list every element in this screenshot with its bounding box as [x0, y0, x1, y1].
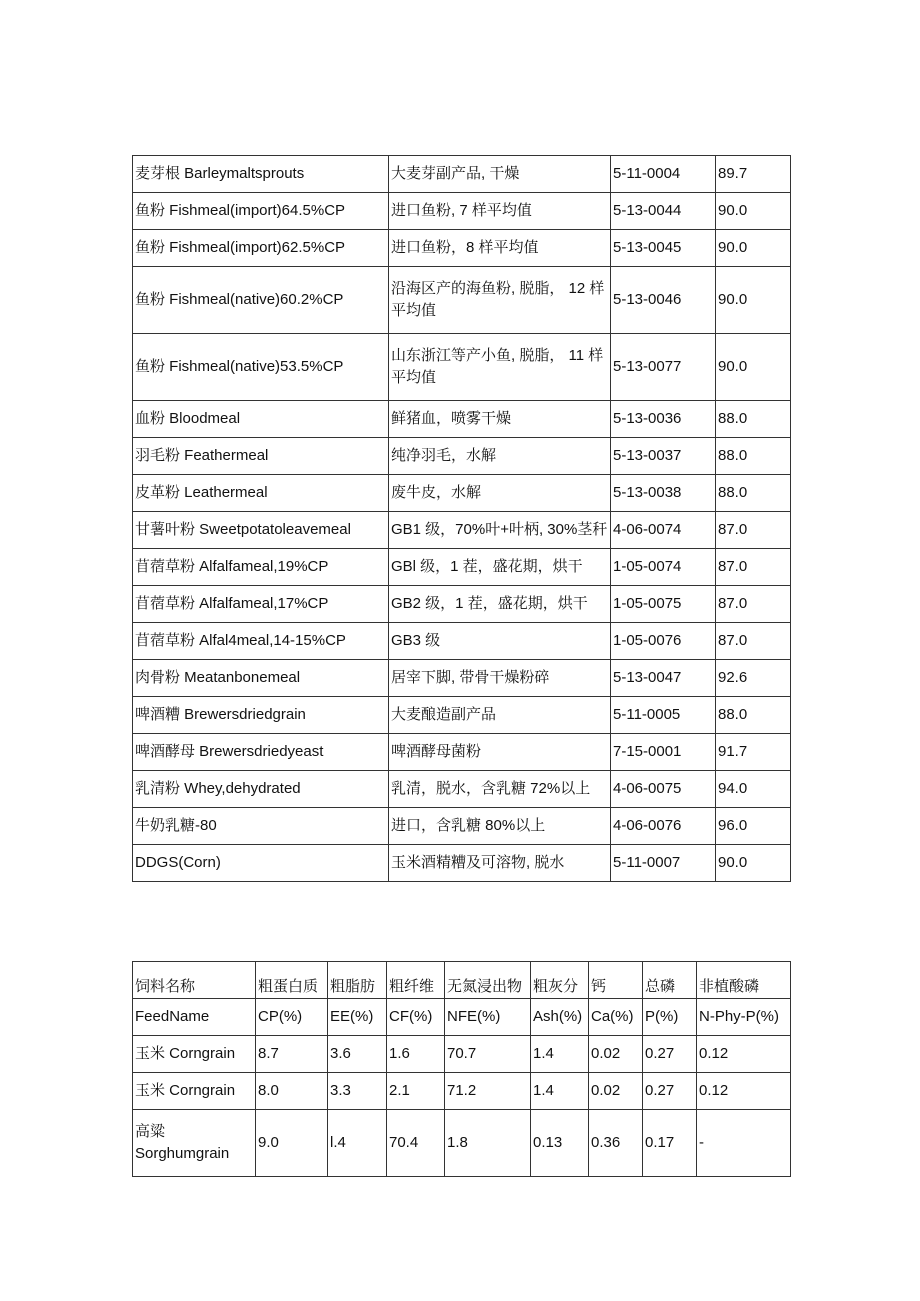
feed-name-cell: 啤酒酵母 Brewersdriedyeast: [133, 734, 389, 771]
description-cell: 鲜猪血，喷雾干燥: [389, 401, 611, 438]
feed-code-cell: 5-13-0044: [611, 193, 716, 230]
description-cell: GB2 级，1 茬，盛花期，烘干: [389, 586, 611, 623]
dry-matter-cell: 90.0: [716, 334, 791, 401]
description-cell: GB1 级，70%叶+叶柄, 30%茎秆: [389, 512, 611, 549]
feed-name-cell: 啤酒糟 Brewersdriedgrain: [133, 697, 389, 734]
table-row: [133, 1073, 791, 1110]
dry-matter-cell: 88.0: [716, 438, 791, 475]
description-cell: 山东浙江等产小鱼, 脱脂， 11 样平均值: [389, 334, 611, 401]
value-cell: 0.27: [643, 1073, 697, 1110]
table-row: [133, 697, 791, 734]
table-row: [133, 475, 791, 512]
value-cell: l.4: [328, 1110, 387, 1177]
feed-name-cell: 苜蓿草粉 Alfalfameal,19%CP: [133, 549, 389, 586]
value-cell: 3.3: [328, 1073, 387, 1110]
description-cell: 进口鱼粉, 7 样平均值: [389, 193, 611, 230]
header-cell: Ca(%): [589, 999, 643, 1036]
description-cell: 啤酒酵母菌粉: [389, 734, 611, 771]
header-cell: 无氮浸出物: [445, 962, 531, 999]
header-cell: 总磷: [643, 962, 697, 999]
dry-matter-cell: 90.0: [716, 193, 791, 230]
dry-matter-cell: 90.0: [716, 845, 791, 882]
feed-code-cell: 4-06-0076: [611, 808, 716, 845]
value-cell: 70.7: [445, 1036, 531, 1073]
table-row: [133, 156, 791, 193]
value-cell: 0.27: [643, 1036, 697, 1073]
header-cell: CP(%): [256, 999, 328, 1036]
header-cell: NFE(%): [445, 999, 531, 1036]
value-cell: 9.0: [256, 1110, 328, 1177]
feed-code-cell: 5-13-0046: [611, 267, 716, 334]
table-row: [133, 512, 791, 549]
table-row: [133, 623, 791, 660]
table-row: [133, 438, 791, 475]
header-cell: FeedName: [133, 999, 256, 1036]
feed-description-table: [132, 155, 791, 882]
feed-nutrient-table: [132, 961, 791, 1177]
dry-matter-cell: 91.7: [716, 734, 791, 771]
table-row: [133, 401, 791, 438]
table-row: [133, 230, 791, 267]
feed-code-cell: 4-06-0074: [611, 512, 716, 549]
value-cell: 2.1: [387, 1073, 445, 1110]
header-cell: 粗纤维: [387, 962, 445, 999]
table-row: [133, 734, 791, 771]
feed-code-cell: 7-15-0001: [611, 734, 716, 771]
dry-matter-cell: 87.0: [716, 512, 791, 549]
feed-name-cell: 麦芽根 Barleymaltsprouts: [133, 156, 389, 193]
dry-matter-cell: 87.0: [716, 549, 791, 586]
description-cell: 玉米酒精糟及可溶物, 脱水: [389, 845, 611, 882]
feed-name-cell: 血粉 Bloodmeal: [133, 401, 389, 438]
description-cell: 乳清，脱水，含乳糖 72%以上: [389, 771, 611, 808]
header-cell: 粗灰分: [531, 962, 589, 999]
description-cell: 沿海区产的海鱼粉, 脱脂， 12 样平均值: [389, 267, 611, 334]
feed-code-cell: 5-13-0045: [611, 230, 716, 267]
value-cell: 0.17: [643, 1110, 697, 1177]
feed-name-cell: 鱼粉 Fishmeal(import)64.5%CP: [133, 193, 389, 230]
dry-matter-cell: 90.0: [716, 230, 791, 267]
feed-name-cell: 玉米 Corngrain: [133, 1036, 256, 1073]
feed-code-cell: 5-13-0047: [611, 660, 716, 697]
feed-code-cell: 4-06-0075: [611, 771, 716, 808]
value-cell: 0.12: [697, 1036, 791, 1073]
header-cell: 非植酸磷: [697, 962, 791, 999]
table-row: [133, 193, 791, 230]
feed-code-cell: 5-11-0005: [611, 697, 716, 734]
description-cell: 进口，含乳糖 80%以上: [389, 808, 611, 845]
value-cell: 8.7: [256, 1036, 328, 1073]
feed-code-cell: 1-05-0075: [611, 586, 716, 623]
feed-name-cell: 肉骨粉 Meatanbonemeal: [133, 660, 389, 697]
feed-code-cell: 1-05-0076: [611, 623, 716, 660]
table-row: [133, 1110, 791, 1177]
feed-code-cell: 5-13-0038: [611, 475, 716, 512]
table-row: [133, 771, 791, 808]
feed-code-cell: 5-11-0004: [611, 156, 716, 193]
dry-matter-cell: 87.0: [716, 586, 791, 623]
value-cell: 0.02: [589, 1036, 643, 1073]
header-cell: 饲料名称: [133, 962, 256, 999]
description-cell: GBl 级，1 茬，盛花期，烘干: [389, 549, 611, 586]
description-cell: 大麦酿造副产品: [389, 697, 611, 734]
header-cell: EE(%): [328, 999, 387, 1036]
header-cell: P(%): [643, 999, 697, 1036]
table-row: [133, 1036, 791, 1073]
description-cell: 进口鱼粉，8 样平均值: [389, 230, 611, 267]
value-cell: 70.4: [387, 1110, 445, 1177]
dry-matter-cell: 88.0: [716, 401, 791, 438]
feed-name-cell: 鱼粉 Fishmeal(import)62.5%CP: [133, 230, 389, 267]
header-cell: 粗脂肪: [328, 962, 387, 999]
header-cell: N-Phy-P(%): [697, 999, 791, 1036]
value-cell: 0.02: [589, 1073, 643, 1110]
value-cell: 0.13: [531, 1110, 589, 1177]
value-cell: 1.4: [531, 1073, 589, 1110]
feed-name-cell: 甘薯叶粉 Sweetpotatoleavemeal: [133, 512, 389, 549]
table-row: [133, 586, 791, 623]
dry-matter-cell: 96.0: [716, 808, 791, 845]
value-cell: 0.36: [589, 1110, 643, 1177]
table-row: [133, 267, 791, 334]
description-cell: 废牛皮，水解: [389, 475, 611, 512]
table-row: [133, 660, 791, 697]
header-cell: 钙: [589, 962, 643, 999]
description-cell: 纯净羽毛，水解: [389, 438, 611, 475]
feed-name-cell: 鱼粉 Fishmeal(native)60.2%CP: [133, 267, 389, 334]
feed-name-cell: 苜蓿草粉 Alfalfameal,17%CP: [133, 586, 389, 623]
table-row: [133, 808, 791, 845]
feed-code-cell: 5-13-0037: [611, 438, 716, 475]
dry-matter-cell: 88.0: [716, 697, 791, 734]
feed-name-cell: 羽毛粉 Feathermeal: [133, 438, 389, 475]
value-cell: -: [697, 1110, 791, 1177]
value-cell: 1.4: [531, 1036, 589, 1073]
value-cell: 71.2: [445, 1073, 531, 1110]
dry-matter-cell: 87.0: [716, 623, 791, 660]
header-cell: Ash(%): [531, 999, 589, 1036]
table-header-row: [133, 962, 791, 999]
feed-nutrient-table-body: [133, 962, 791, 1177]
value-cell: 3.6: [328, 1036, 387, 1073]
header-cell: 粗蛋白质: [256, 962, 328, 999]
table-row: [133, 334, 791, 401]
feed-name-cell: 皮革粉 Leathermeal: [133, 475, 389, 512]
value-cell: 8.0: [256, 1073, 328, 1110]
description-cell: 大麦芽副产品, 干燥: [389, 156, 611, 193]
table-row: [133, 549, 791, 586]
value-cell: 1.6: [387, 1036, 445, 1073]
dry-matter-cell: 90.0: [716, 267, 791, 334]
feed-name-cell: 高粱 Sorghumgrain: [133, 1110, 256, 1177]
table-row: [133, 845, 791, 882]
feed-code-cell: 5-13-0077: [611, 334, 716, 401]
dry-matter-cell: 92.6: [716, 660, 791, 697]
feed-name-cell: DDGS(Corn): [133, 845, 389, 882]
feed-code-cell: 5-11-0007: [611, 845, 716, 882]
description-cell: GB3 级: [389, 623, 611, 660]
feed-code-cell: 5-13-0036: [611, 401, 716, 438]
feed-name-cell: 苜蓿草粉 Alfal4meal,14-15%CP: [133, 623, 389, 660]
feed-name-cell: 玉米 Corngrain: [133, 1073, 256, 1110]
feed-code-cell: 1-05-0074: [611, 549, 716, 586]
dry-matter-cell: 94.0: [716, 771, 791, 808]
feed-name-cell: 牛奶乳糖-80: [133, 808, 389, 845]
dry-matter-cell: 89.7: [716, 156, 791, 193]
dry-matter-cell: 88.0: [716, 475, 791, 512]
feed-name-cell: 鱼粉 Fishmeal(native)53.5%CP: [133, 334, 389, 401]
feed-description-table-body: [133, 156, 791, 882]
description-cell: 居宰下脚, 带骨干燥粉碎: [389, 660, 611, 697]
header-cell: CF(%): [387, 999, 445, 1036]
value-cell: 0.12: [697, 1073, 791, 1110]
feed-name-cell: 乳清粉 Whey,dehydrated: [133, 771, 389, 808]
table-header-row: [133, 999, 791, 1036]
value-cell: 1.8: [445, 1110, 531, 1177]
